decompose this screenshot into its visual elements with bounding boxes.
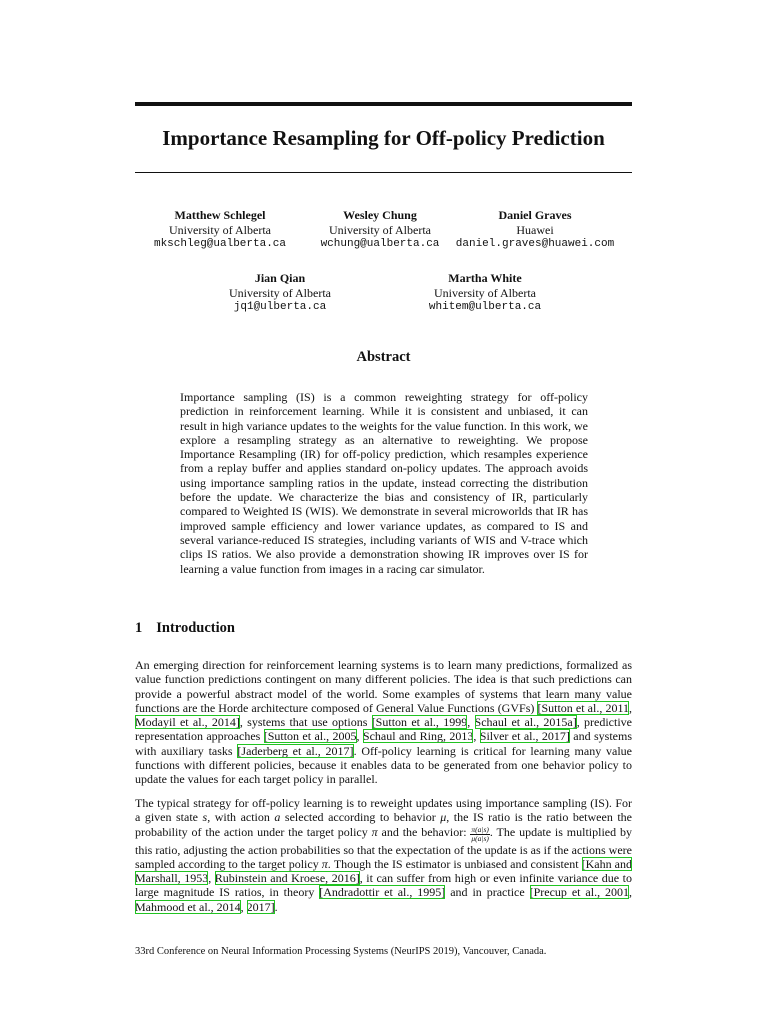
author-email[interactable]: daniel.graves@huawei.com [455, 238, 615, 250]
paper-title: Importance Resampling for Off-policy Prediction [162, 126, 605, 150]
math-var: π [321, 856, 328, 871]
fraction-denominator: μ(a|s) [471, 833, 489, 843]
citation-link[interactable]: [Sutton et al., 2011 [537, 700, 629, 715]
author-block [205, 271, 355, 315]
author-name: Wesley Chung [343, 208, 417, 222]
text-run: , [208, 871, 215, 886]
text-run: , the IS ratio is the ratio between the probability of the action under the target policy [135, 810, 632, 839]
text-run: , [628, 885, 632, 900]
author-block [300, 208, 460, 252]
author-block [445, 208, 625, 252]
math-var: a [274, 810, 281, 825]
text-run: , [473, 729, 480, 744]
text-run: and systems with auxiliary tasks [135, 729, 632, 758]
author-name: Jian Qian [254, 271, 306, 285]
intro-paragraph-1 [135, 658, 632, 787]
author-affiliation: University of Alberta [169, 222, 271, 237]
text-run: The typical strategy for off-policy learning is to reweight updates using importance sampling (IS). For a given state [135, 796, 632, 825]
section-number: 1 [135, 620, 143, 636]
author-affiliation: University of Alberta [434, 285, 536, 300]
abstract-text: Importance sampling (IS) is a common reweighting strategy for off-policy prediction in reinforcement learning. While it is consistent and unbiased, it can result in high variance updates to the weights for the value function. In this work, we explore a resampling strategy as an alternative to reweighting. We propose Importance Resampling (IR) for off-policy prediction, which resamples experience from a replay buffer and applies standard on-policy updates. The approach avoids using importance sampling ratios in the update, instead correcting the distribution before the update. We characterize the bias and consistency of IR, particularly compared to Weighted IS (WIS). We demonstrate in several microworlds that IR has improved sample efficiency and lower variance updates, as compared to IS and several variance-reduced IS strategies, including variants of WIS and V-trace which clips IS ratios. We also provide a demonstration showing IR improves over IS for learning a value function from images in a racing car simulator. [180, 390, 588, 576]
citation-link[interactable]: Mahmood et al., 2014 [135, 899, 241, 914]
author-email[interactable]: whitem@ulberta.ca [428, 301, 542, 313]
conference-footnote: 33rd Conference on Neural Information Processing Systems (NeurIPS 2019), Vancouver, Canada. [135, 946, 547, 957]
title-top-rule [135, 102, 632, 106]
intro-paragraph-2 [135, 796, 632, 914]
author-email[interactable]: mkschleg@ualberta.ca [153, 238, 287, 250]
author-affiliation: University of Alberta [329, 222, 431, 237]
author-name: Matthew Schlegel [174, 208, 266, 222]
author-affiliation: University of Alberta [229, 285, 331, 300]
abstract-heading: Abstract [356, 349, 411, 365]
text-run: and in practice [445, 885, 530, 900]
text-run: . Though the IS estimator is unbiased and consistent [327, 856, 582, 871]
citation-link[interactable]: [Jaderberg et al., 2017] [237, 743, 354, 758]
text-run: , [629, 700, 632, 715]
citation-link[interactable]: [Sutton et al., 1999 [371, 715, 468, 730]
author-email[interactable]: jq1@ulberta.ca [233, 301, 327, 313]
math-var: μ [440, 810, 447, 825]
text-run: . The update is multiplied by this ratio, adjusting the action probabilities so that the expectation of the update is as if the actions were sampled according to the target policy [135, 824, 632, 871]
author-name: Daniel Graves [498, 208, 572, 222]
citation-link[interactable]: 2017] [246, 899, 275, 914]
section-title: Introduction [156, 620, 235, 636]
author-block [405, 271, 565, 315]
citation-link[interactable]: Silver et al., 2017] [479, 729, 570, 744]
math-var: π [371, 824, 378, 839]
author-affiliation: Huawei [516, 222, 554, 237]
citation-link[interactable]: [Andradottir et al., 1995] [319, 885, 446, 900]
citation-link[interactable]: [Sutton et al., 2005 [263, 729, 357, 744]
citation-link[interactable]: Rubinstein and Kroese, 2016] [214, 871, 360, 886]
citation-link[interactable]: Schaul and Ring, 2013 [362, 729, 474, 744]
citation-link[interactable]: Modayil et al., 2014] [135, 715, 240, 730]
text-run: , with action [207, 810, 275, 825]
title-bottom-rule [135, 172, 632, 173]
text-run: , it can suffer from high or even infinite variance due to large magnitude IS ratios, in theory [135, 871, 632, 900]
fraction-numerator: π(a|s) [471, 824, 489, 834]
text-run: selected according to behavior [280, 810, 441, 825]
author-name: Martha White [448, 271, 522, 285]
text-run: , [356, 729, 363, 744]
citation-link[interactable]: [Kahn and Marshall, 1953 [135, 856, 632, 886]
is-ratio-fraction [470, 826, 490, 843]
text-run: , [467, 715, 475, 730]
text-run: , predictive representation approaches [135, 715, 632, 744]
text-run: , systems that use options [239, 715, 372, 730]
text-run: . Off-policy learning is critical for learning many value functions with different policies, because it enables data to be generated from one behavior policy to update the values for each target policy in parallel. [135, 743, 632, 787]
text-run: and the behavior: [377, 824, 471, 839]
math-var: s [202, 810, 208, 825]
text-run: . [274, 899, 278, 914]
author-email[interactable]: wchung@ualberta.ca [320, 238, 440, 250]
citation-link[interactable]: Schaul et al., 2015a] [474, 715, 577, 730]
section-heading [135, 620, 235, 637]
text-run: An emerging direction for reinforcement learning systems is to learn many predictions, formalized as value function predictions contingent on many different policies. The idea is that such predictions can provide a powerful abstract model of the world. Some examples of systems that learn many value functions are the Horde architecture composed of General Value Functions (GVFs) [135, 658, 632, 715]
author-block [140, 208, 300, 252]
citation-link[interactable]: [Precup et al., 2001 [529, 885, 629, 900]
text-run: , [240, 899, 247, 914]
